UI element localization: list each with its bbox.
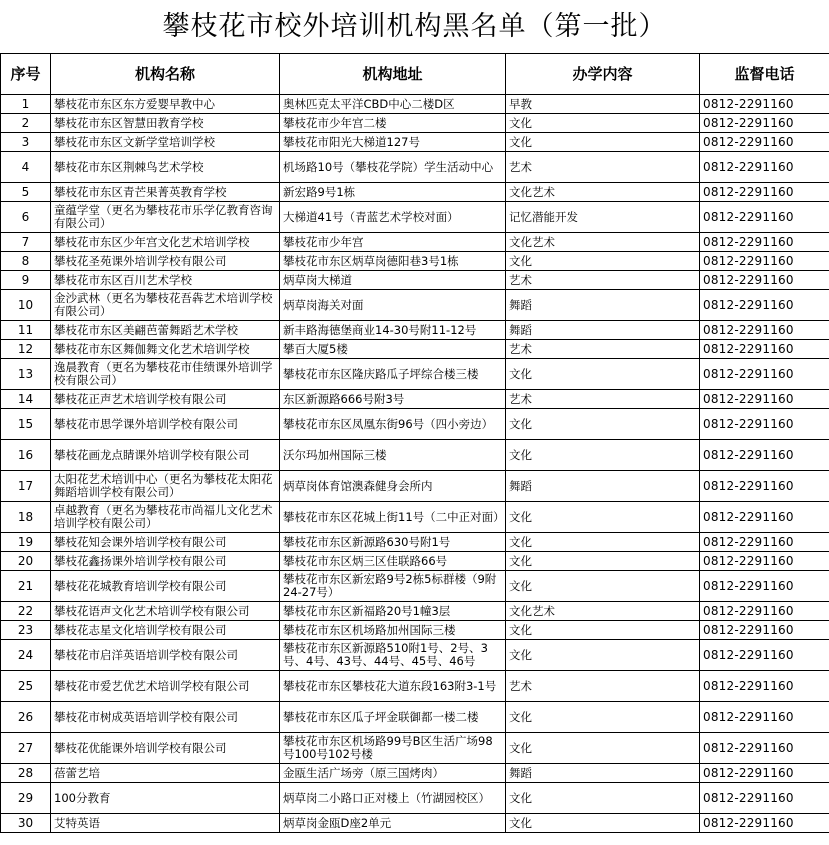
cell-index: 20 bbox=[1, 552, 51, 571]
cell-content: 文化 bbox=[506, 702, 700, 733]
table-row bbox=[1, 183, 829, 202]
cell-org-name: 金沙武林（更名为攀枝花吾犇艺术培训学校有限公司） bbox=[51, 290, 280, 321]
header-address: 机构地址 bbox=[280, 54, 506, 95]
cell-index: 28 bbox=[1, 764, 51, 783]
cell-index: 11 bbox=[1, 321, 51, 340]
cell-org-name: 攀枝花志星文化培训学校有限公司 bbox=[51, 621, 280, 640]
cell-index: 19 bbox=[1, 533, 51, 552]
table-row bbox=[1, 602, 829, 621]
cell-content: 文化 bbox=[506, 533, 700, 552]
table-row bbox=[1, 440, 829, 471]
cell-org-name: 攀枝花花城教育培训学校有限公司 bbox=[51, 571, 280, 602]
cell-content: 文化 bbox=[506, 640, 700, 671]
cell-org-name: 攀枝花市东区智慧田教育学校 bbox=[51, 114, 280, 133]
cell-index: 25 bbox=[1, 671, 51, 702]
cell-index: 30 bbox=[1, 814, 51, 833]
cell-index: 6 bbox=[1, 202, 51, 233]
table-row bbox=[1, 114, 829, 133]
cell-org-name: 攀枝花市东区百川艺术学校 bbox=[51, 271, 280, 290]
table-row bbox=[1, 764, 829, 783]
table-row bbox=[1, 290, 829, 321]
cell-phone: 0812-2291160 bbox=[700, 502, 829, 533]
cell-content: 文化艺术 bbox=[506, 183, 700, 202]
cell-phone: 0812-2291160 bbox=[700, 471, 829, 502]
cell-address: 攀枝花市东区炳草岗德阳巷3号1栋 bbox=[280, 252, 506, 271]
blacklist-table bbox=[0, 53, 829, 833]
cell-address: 攀枝花市阳光大梯道127号 bbox=[280, 133, 506, 152]
cell-address: 攀枝花市东区新福路20号1幢3层 bbox=[280, 602, 506, 621]
cell-org-name: 攀枝花画龙点睛课外培训学校有限公司 bbox=[51, 440, 280, 471]
cell-phone: 0812-2291160 bbox=[700, 114, 829, 133]
cell-index: 29 bbox=[1, 783, 51, 814]
cell-phone: 0812-2291160 bbox=[700, 783, 829, 814]
cell-phone: 0812-2291160 bbox=[700, 440, 829, 471]
table-header-row bbox=[1, 54, 829, 95]
cell-phone: 0812-2291160 bbox=[700, 271, 829, 290]
cell-content: 文化 bbox=[506, 133, 700, 152]
cell-org-name: 逸晨教育（更名为攀枝花市佳绩课外培训学校有限公司） bbox=[51, 359, 280, 390]
cell-address: 炳草岗金瓯D座2单元 bbox=[280, 814, 506, 833]
table-body bbox=[1, 95, 829, 833]
cell-index: 13 bbox=[1, 359, 51, 390]
cell-address: 沃尔玛加州国际三楼 bbox=[280, 440, 506, 471]
header-content: 办学内容 bbox=[506, 54, 700, 95]
cell-address: 攀枝花市东区隆庆路瓜子坪综合楼三楼 bbox=[280, 359, 506, 390]
cell-org-name: 攀枝花市启洋英语培训学校有限公司 bbox=[51, 640, 280, 671]
cell-content: 艺术 bbox=[506, 390, 700, 409]
table-row bbox=[1, 671, 829, 702]
cell-index: 2 bbox=[1, 114, 51, 133]
cell-address: 攀枝花市东区瓜子坪金联御都一楼二楼 bbox=[280, 702, 506, 733]
cell-org-name: 攀枝花优能课外培训学校有限公司 bbox=[51, 733, 280, 764]
cell-content: 文化 bbox=[506, 621, 700, 640]
cell-org-name: 攀枝花圣苑课外培训学校有限公司 bbox=[51, 252, 280, 271]
cell-address: 炳草岗大梯道 bbox=[280, 271, 506, 290]
cell-content: 文化 bbox=[506, 783, 700, 814]
cell-content: 文化艺术 bbox=[506, 233, 700, 252]
cell-phone: 0812-2291160 bbox=[700, 702, 829, 733]
cell-index: 27 bbox=[1, 733, 51, 764]
cell-phone: 0812-2291160 bbox=[700, 152, 829, 183]
cell-address: 炳草岗二小路口正对楼上（竹湖园校区） bbox=[280, 783, 506, 814]
cell-org-name: 攀枝花市东区文新学堂培训学校 bbox=[51, 133, 280, 152]
cell-org-name: 攀枝花市东区荆棘鸟艺术学校 bbox=[51, 152, 280, 183]
cell-phone: 0812-2291160 bbox=[700, 252, 829, 271]
cell-address: 奥林匹克太平洋CBD中心二楼D区 bbox=[280, 95, 506, 114]
cell-content: 艺术 bbox=[506, 152, 700, 183]
cell-org-name: 攀枝花语声文化艺术培训学校有限公司 bbox=[51, 602, 280, 621]
cell-address: 攀枝花市东区凤凰东街96号（四小旁边） bbox=[280, 409, 506, 440]
cell-address: 新丰路海德堡商业14-30号附11-12号 bbox=[280, 321, 506, 340]
cell-phone: 0812-2291160 bbox=[700, 290, 829, 321]
cell-content: 艺术 bbox=[506, 271, 700, 290]
cell-phone: 0812-2291160 bbox=[700, 764, 829, 783]
cell-org-name: 攀枝花市东区舞伽舞文化艺术培训学校 bbox=[51, 340, 280, 359]
cell-content: 记忆潜能开发 bbox=[506, 202, 700, 233]
cell-index: 8 bbox=[1, 252, 51, 271]
cell-index: 9 bbox=[1, 271, 51, 290]
cell-org-name: 攀枝花市东区少年宫文化艺术培训学校 bbox=[51, 233, 280, 252]
cell-address: 攀枝花市少年宫 bbox=[280, 233, 506, 252]
cell-index: 7 bbox=[1, 233, 51, 252]
cell-phone: 0812-2291160 bbox=[700, 183, 829, 202]
cell-content: 文化 bbox=[506, 359, 700, 390]
header-org-name: 机构名称 bbox=[51, 54, 280, 95]
cell-org-name: 攀枝花市东区东方爱婴早教中心 bbox=[51, 95, 280, 114]
cell-content: 艺术 bbox=[506, 671, 700, 702]
cell-phone: 0812-2291160 bbox=[700, 340, 829, 359]
cell-address: 攀枝花市东区机场路99号B区生活广场98号100号102号楼 bbox=[280, 733, 506, 764]
cell-org-name: 攀枝花市爱艺优艺术培训学校有限公司 bbox=[51, 671, 280, 702]
cell-org-name: 蓓蕾艺培 bbox=[51, 764, 280, 783]
cell-phone: 0812-2291160 bbox=[700, 621, 829, 640]
cell-index: 24 bbox=[1, 640, 51, 671]
cell-phone: 0812-2291160 bbox=[700, 552, 829, 571]
cell-address: 攀枝花市东区花城上街11号（二中正对面） bbox=[280, 502, 506, 533]
header-index: 序号 bbox=[1, 54, 51, 95]
cell-address: 机场路10号（攀枝花学院）学生活动中心 bbox=[280, 152, 506, 183]
table-row bbox=[1, 471, 829, 502]
cell-address: 大梯道41号（青蓝艺术学校对面） bbox=[280, 202, 506, 233]
cell-org-name: 太阳花艺术培训中心（更名为攀枝花太阳花舞蹈培训学校有限公司） bbox=[51, 471, 280, 502]
cell-content: 舞蹈 bbox=[506, 764, 700, 783]
table-row bbox=[1, 340, 829, 359]
cell-phone: 0812-2291160 bbox=[700, 95, 829, 114]
cell-phone: 0812-2291160 bbox=[700, 409, 829, 440]
cell-index: 23 bbox=[1, 621, 51, 640]
cell-org-name: 攀枝花正声艺术培训学校有限公司 bbox=[51, 390, 280, 409]
cell-org-name: 100分教育 bbox=[51, 783, 280, 814]
cell-org-name: 攀枝花市东区青芒果菁英教育学校 bbox=[51, 183, 280, 202]
cell-address: 攀百大厦5楼 bbox=[280, 340, 506, 359]
cell-phone: 0812-2291160 bbox=[700, 390, 829, 409]
cell-address: 金瓯生活广场旁（原三国烤肉） bbox=[280, 764, 506, 783]
cell-index: 4 bbox=[1, 152, 51, 183]
cell-content: 舞蹈 bbox=[506, 471, 700, 502]
cell-org-name: 攀枝花知会课外培训学校有限公司 bbox=[51, 533, 280, 552]
cell-content: 文化 bbox=[506, 114, 700, 133]
table-row bbox=[1, 152, 829, 183]
cell-index: 1 bbox=[1, 95, 51, 114]
cell-address: 攀枝花市少年宫二楼 bbox=[280, 114, 506, 133]
cell-phone: 0812-2291160 bbox=[700, 814, 829, 833]
cell-content: 文化 bbox=[506, 252, 700, 271]
cell-content: 文化 bbox=[506, 552, 700, 571]
cell-phone: 0812-2291160 bbox=[700, 233, 829, 252]
header-phone: 监督电话 bbox=[700, 54, 829, 95]
cell-content: 艺术 bbox=[506, 340, 700, 359]
cell-phone: 0812-2291160 bbox=[700, 321, 829, 340]
cell-index: 15 bbox=[1, 409, 51, 440]
table-row bbox=[1, 502, 829, 533]
cell-content: 早教 bbox=[506, 95, 700, 114]
cell-index: 17 bbox=[1, 471, 51, 502]
table-row bbox=[1, 271, 829, 290]
cell-org-name: 艾特英语 bbox=[51, 814, 280, 833]
table-row bbox=[1, 133, 829, 152]
table-row bbox=[1, 390, 829, 409]
cell-phone: 0812-2291160 bbox=[700, 533, 829, 552]
cell-content: 文化 bbox=[506, 502, 700, 533]
cell-address: 东区新源路666号附3号 bbox=[280, 390, 506, 409]
cell-index: 21 bbox=[1, 571, 51, 602]
cell-index: 18 bbox=[1, 502, 51, 533]
cell-index: 26 bbox=[1, 702, 51, 733]
cell-content: 文化 bbox=[506, 409, 700, 440]
cell-address: 攀枝花市东区攀枝花大道东段163附3-1号 bbox=[280, 671, 506, 702]
cell-address: 攀枝花市东区新源路630号附1号 bbox=[280, 533, 506, 552]
table-row bbox=[1, 233, 829, 252]
cell-index: 3 bbox=[1, 133, 51, 152]
cell-content: 文化 bbox=[506, 733, 700, 764]
cell-content: 文化艺术 bbox=[506, 602, 700, 621]
table-row bbox=[1, 409, 829, 440]
cell-address: 攀枝花市东区炳三区佳联路66号 bbox=[280, 552, 506, 571]
cell-content: 舞蹈 bbox=[506, 290, 700, 321]
table-row bbox=[1, 640, 829, 671]
table-row bbox=[1, 621, 829, 640]
cell-phone: 0812-2291160 bbox=[700, 733, 829, 764]
cell-content: 文化 bbox=[506, 440, 700, 471]
table-row bbox=[1, 202, 829, 233]
cell-index: 12 bbox=[1, 340, 51, 359]
cell-address: 攀枝花市东区新源路510附1号、2号、3号、4号、43号、44号、45号、46号 bbox=[280, 640, 506, 671]
cell-org-name: 攀枝花鑫扬课外培训学校有限公司 bbox=[51, 552, 280, 571]
table-row bbox=[1, 733, 829, 764]
cell-index: 10 bbox=[1, 290, 51, 321]
table-row bbox=[1, 571, 829, 602]
cell-content: 文化 bbox=[506, 814, 700, 833]
cell-content: 文化 bbox=[506, 571, 700, 602]
cell-index: 16 bbox=[1, 440, 51, 471]
table-row bbox=[1, 252, 829, 271]
cell-phone: 0812-2291160 bbox=[700, 133, 829, 152]
table-row bbox=[1, 95, 829, 114]
cell-org-name: 攀枝花市树成英语培训学校有限公司 bbox=[51, 702, 280, 733]
cell-phone: 0812-2291160 bbox=[700, 359, 829, 390]
table-row bbox=[1, 533, 829, 552]
cell-address: 炳草岗体育馆澳森健身会所内 bbox=[280, 471, 506, 502]
cell-address: 炳草岗海关对面 bbox=[280, 290, 506, 321]
cell-index: 5 bbox=[1, 183, 51, 202]
table-row bbox=[1, 321, 829, 340]
cell-phone: 0812-2291160 bbox=[700, 571, 829, 602]
cell-phone: 0812-2291160 bbox=[700, 602, 829, 621]
cell-address: 攀枝花市东区机场路加州国际三楼 bbox=[280, 621, 506, 640]
cell-org-name: 攀枝花市思学课外培训学校有限公司 bbox=[51, 409, 280, 440]
cell-phone: 0812-2291160 bbox=[700, 202, 829, 233]
page-title: 攀枝花市校外培训机构黑名单（第一批） bbox=[162, 11, 667, 42]
cell-address: 攀枝花市东区新宏路9号2栋5标群楼（9附24-27号） bbox=[280, 571, 506, 602]
table-row bbox=[1, 814, 829, 833]
cell-org-name: 童蕴学堂（更名为攀枝花市乐学亿教育咨询有限公司） bbox=[51, 202, 280, 233]
table-row bbox=[1, 359, 829, 390]
cell-address: 新宏路9号1栋 bbox=[280, 183, 506, 202]
cell-index: 14 bbox=[1, 390, 51, 409]
cell-org-name: 攀枝花市东区美翩芭蕾舞蹈艺术学校 bbox=[51, 321, 280, 340]
cell-phone: 0812-2291160 bbox=[700, 671, 829, 702]
table-row bbox=[1, 702, 829, 733]
table-row bbox=[1, 783, 829, 814]
cell-content: 舞蹈 bbox=[506, 321, 700, 340]
cell-phone: 0812-2291160 bbox=[700, 640, 829, 671]
cell-index: 22 bbox=[1, 602, 51, 621]
table-row bbox=[1, 552, 829, 571]
cell-org-name: 卓越教育（更名为攀枝花市尚福儿文化艺术培训学校有限公司） bbox=[51, 502, 280, 533]
